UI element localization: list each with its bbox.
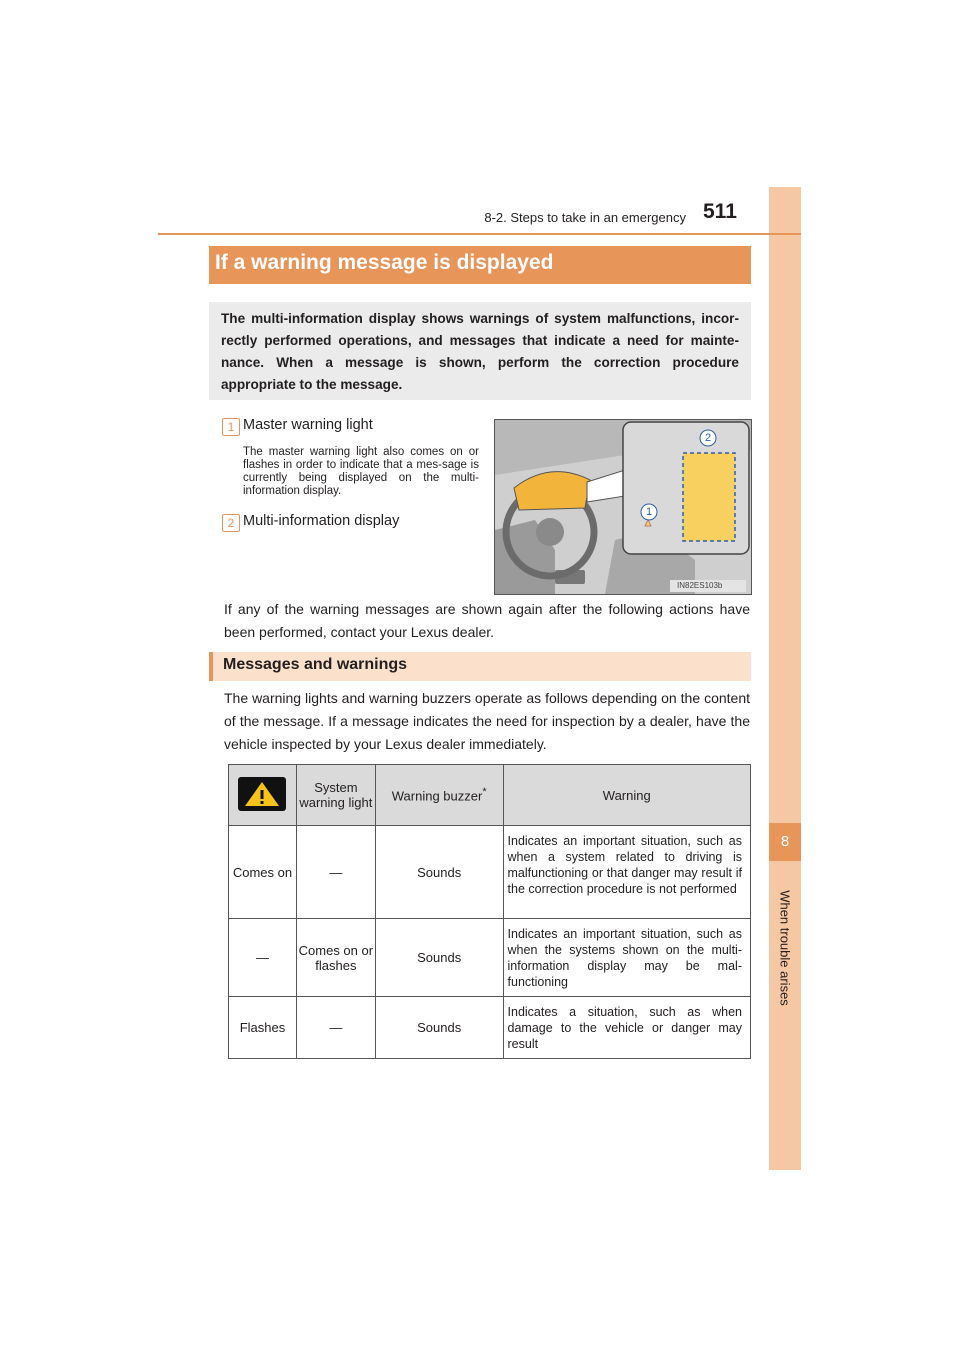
buzzer-footnote-mark: * (482, 786, 487, 799)
row-2-master-warning: — (229, 919, 297, 997)
row-1-master-warning: Comes on (229, 826, 297, 919)
subheading-title: Messages and warnings (223, 656, 408, 673)
dashboard-drawing (495, 420, 751, 594)
section-heading: 8-2. Steps to take in an emergency (484, 210, 686, 225)
chapter-number: 8 (769, 823, 801, 861)
table-row (229, 997, 751, 1059)
page-title-bar (209, 246, 751, 284)
row-3-system-light: — (296, 997, 375, 1059)
chapter-title-vertical (769, 868, 801, 1028)
row-1-warning: Indicates an important situation, such as when a system related to driving is malfunctioning or that danger may result if the correction procedure is not performed (503, 826, 750, 919)
row-2-system-light: Comes on or flashes (296, 919, 375, 997)
callout-2-label: Multi-information display (243, 513, 400, 529)
row-3-warning: Indicates a situation, such as when damage to the vehicle or danger may result (503, 997, 750, 1059)
row-2-warning: Indicates an important situation, such as when the systems shown on the multi-information display may be mal-functioning (503, 919, 750, 997)
chapter-title: When trouble arises (777, 890, 793, 1006)
row-3-master-warning: Flashes (229, 997, 297, 1059)
page-number: 511 (703, 200, 737, 223)
intro-text: The multi-information display shows warnings of system malfunctions, incor-rectly performed operations, and messages that indicate a need for mainte-nance. When a message is shown, perform the correction procedure appropriate to the message. (221, 311, 739, 392)
warning-triangle-icon (238, 777, 286, 811)
table-row (229, 919, 751, 997)
intro-box (209, 302, 751, 400)
figure-marker-2: 2 (704, 432, 712, 444)
header-master-warning (229, 765, 297, 826)
paragraph-warning-behavior: The warning lights and warning buzzers operate as follows depending on the content of the message. If a message indicates the need for inspection by a dealer, have the vehicle inspected by your Lexus dealer immediately. (224, 690, 750, 752)
row-3-buzzer: Sounds (375, 997, 503, 1059)
figure-marker-1: 1 (645, 506, 653, 518)
subheading-bar (209, 652, 751, 681)
header-rule (158, 233, 801, 235)
table-row (229, 826, 751, 919)
callout-1-description: The master warning light also comes on or flashes in order to indicate that a mes-sage is currently being displayed on the multi-information display. (243, 446, 479, 497)
subheading-accent (209, 652, 213, 681)
callout-2-badge: 2 (222, 514, 240, 532)
header-warning-buzzer-label: Warning buzzer (391, 788, 483, 804)
figure-code: IN82ES103b (677, 581, 723, 590)
callout-1-badge: 1 (222, 418, 240, 436)
warnings-table (228, 764, 751, 1059)
paragraph-contact-dealer: If any of the warning messages are shown again after the following actions have been performed, contact your Lexus dealer. (224, 601, 750, 640)
row-1-system-light: — (296, 826, 375, 919)
table-header-row (229, 765, 751, 826)
page-title: If a warning message is displayed (215, 251, 554, 274)
row-2-buzzer: Sounds (375, 919, 503, 997)
header-warning-buzzer (375, 765, 503, 826)
callout-1-label: Master warning light (243, 417, 373, 433)
row-1-buzzer: Sounds (375, 826, 503, 919)
header-warning: Warning (503, 765, 750, 826)
header-system-warning-light: System warning light (296, 765, 375, 826)
dashboard-illustration (494, 419, 752, 595)
